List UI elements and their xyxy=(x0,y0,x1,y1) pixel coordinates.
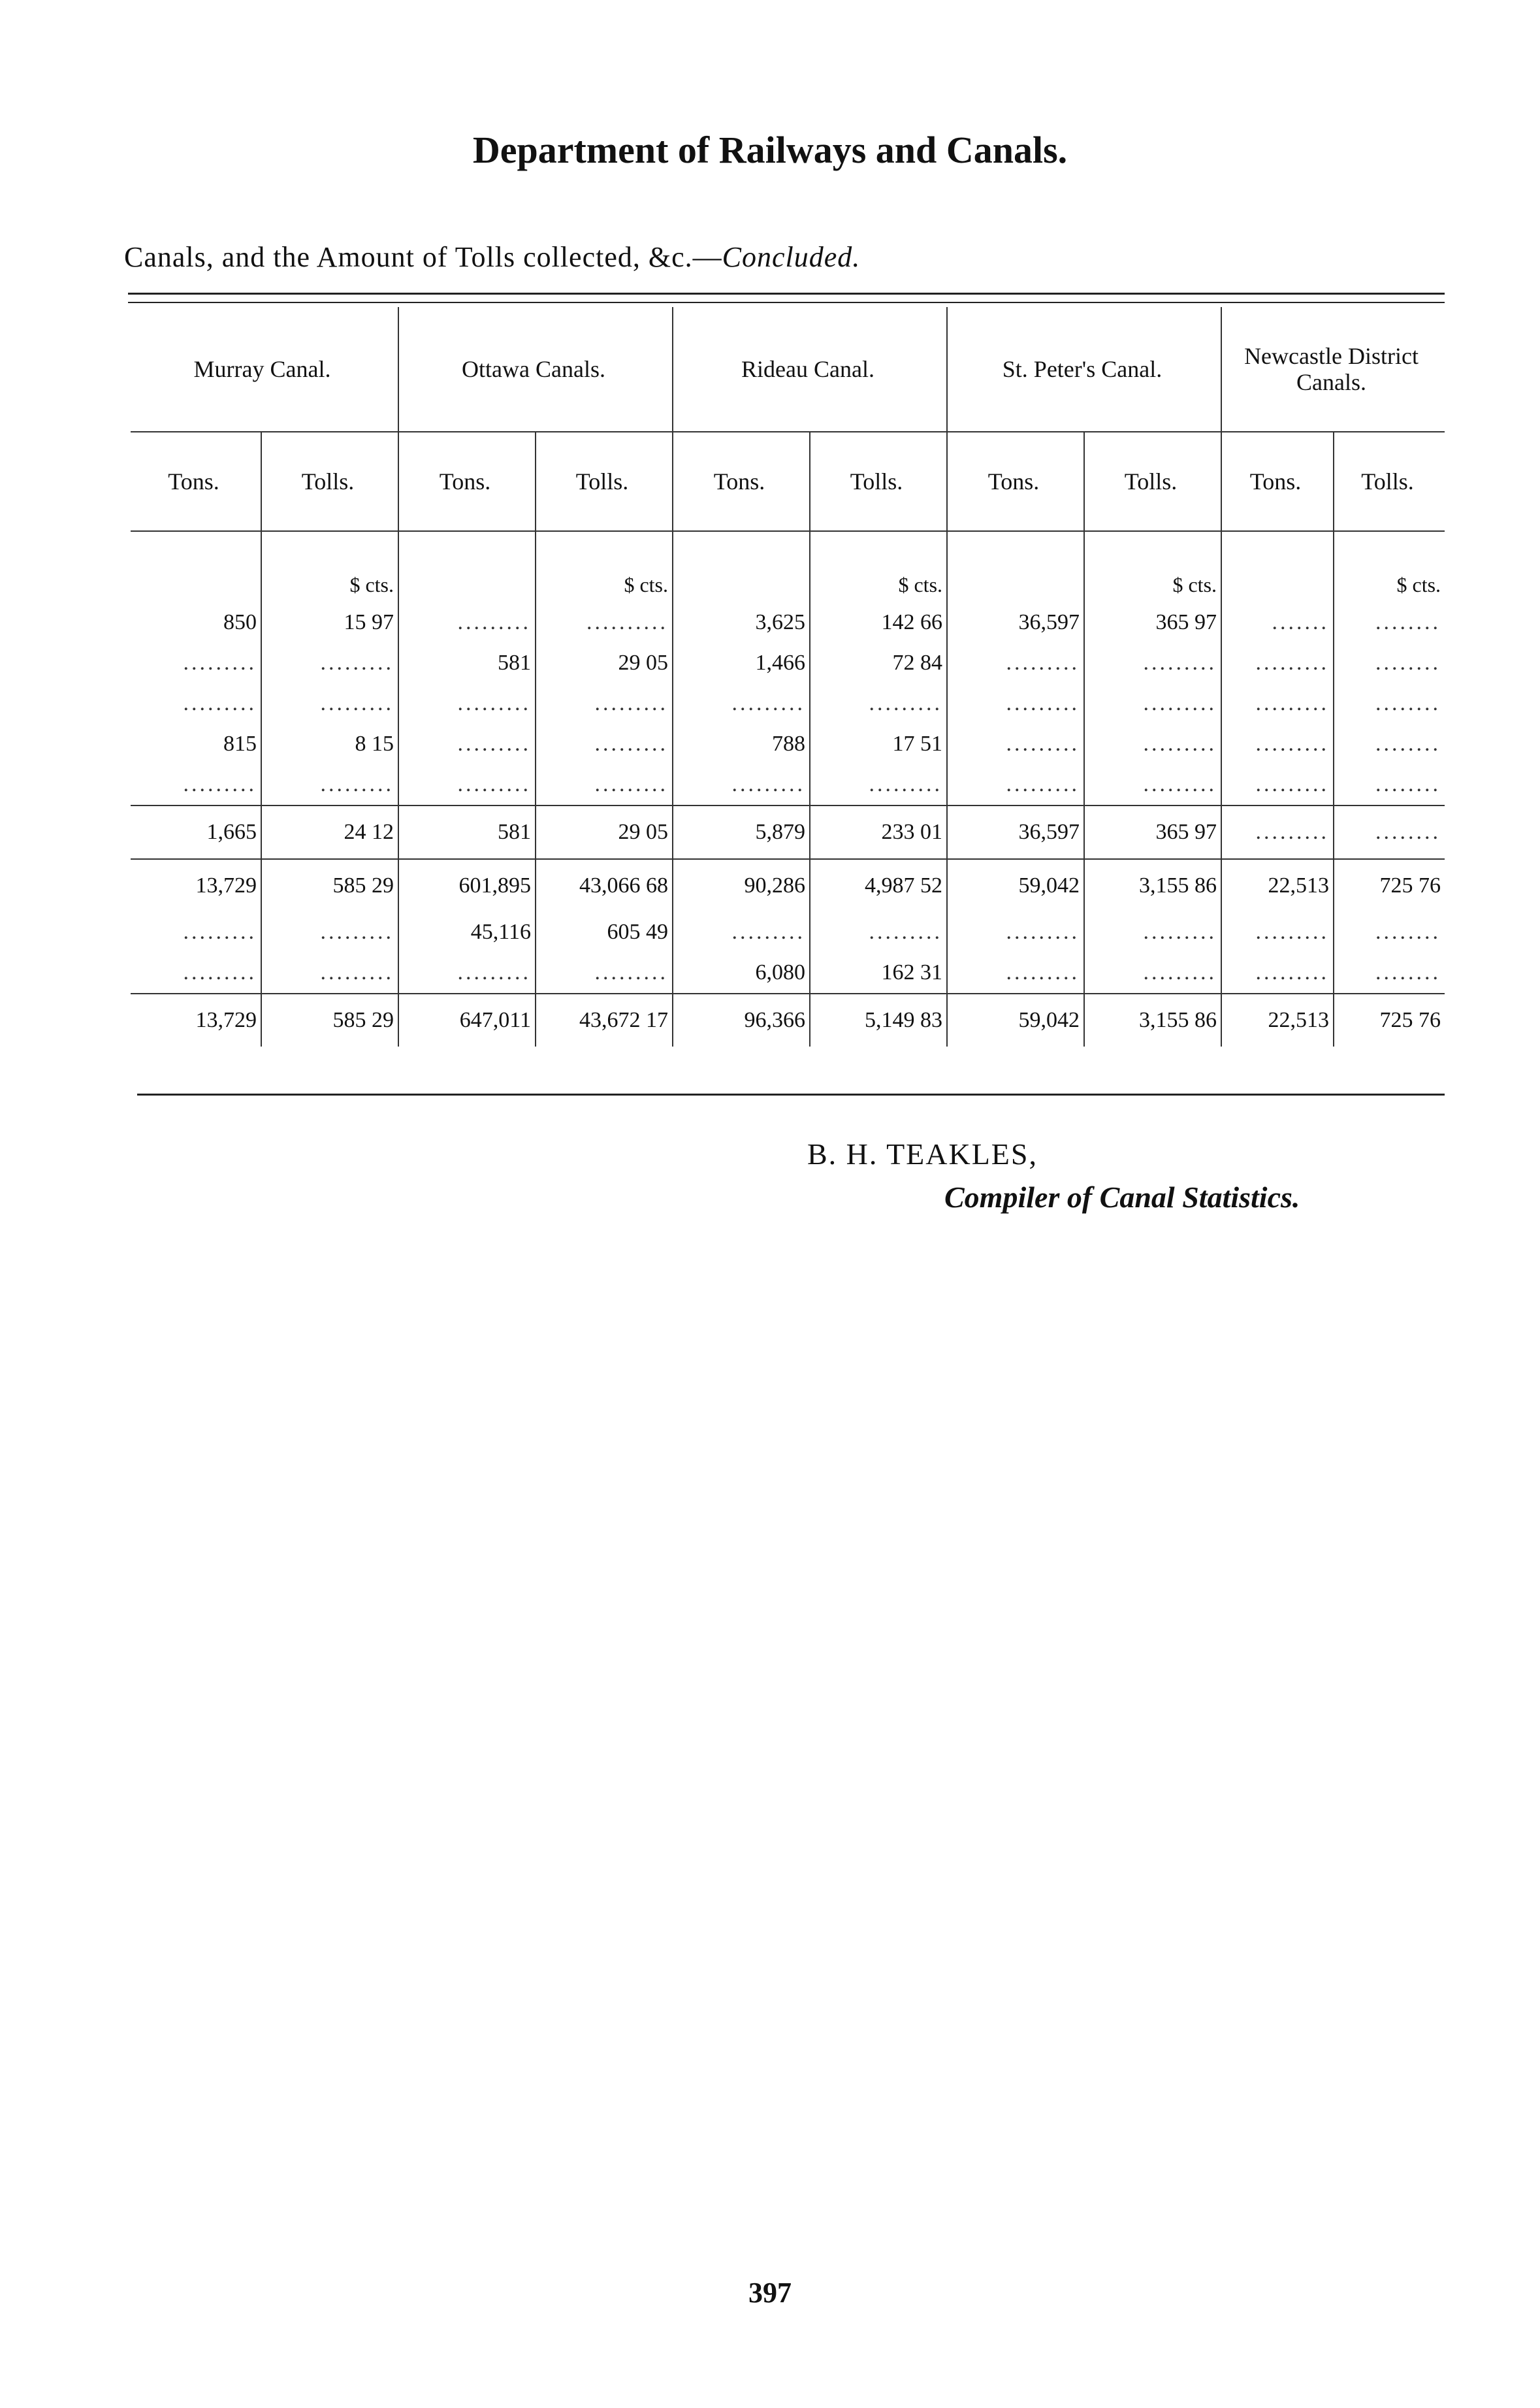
table-cell: 29 05 xyxy=(536,643,673,683)
table-row xyxy=(131,912,1445,952)
table-cell: ......... xyxy=(1084,952,1221,994)
table-cell: ......... xyxy=(810,683,947,724)
table-cell: ........ xyxy=(1375,691,1441,715)
table-cell: ......... xyxy=(1084,643,1221,683)
table-cell: 13,729 xyxy=(131,994,261,1047)
table-row xyxy=(131,643,1445,683)
table-cell: 45,116 xyxy=(398,912,536,952)
page-title: Department of Railways and Canals. xyxy=(472,129,1068,171)
table-row xyxy=(131,859,1445,912)
table-cell: 142 66 xyxy=(810,602,947,643)
table-cell: ......... xyxy=(398,602,536,643)
table-cell: 13,729 xyxy=(131,859,261,912)
table-cell: ......... xyxy=(131,952,261,994)
table-cell: 3,155 86 xyxy=(1084,994,1221,1047)
table-cell: 59,042 xyxy=(947,994,1084,1047)
table-cell: 59,042 xyxy=(947,859,1084,912)
table-cell: ......... xyxy=(261,912,398,952)
table-cell: 3,155 86 xyxy=(1084,859,1221,912)
table-cell: ......... xyxy=(947,912,1084,952)
table-cell: ......... xyxy=(1221,805,1334,859)
table-cell: 725 76 xyxy=(1334,994,1445,1047)
table-cell: ........ xyxy=(1375,920,1441,944)
group-ottawa-canals: Ottawa Canals. xyxy=(398,307,673,432)
top-rule-2 xyxy=(128,302,1445,303)
unit-label-rideau: $ cts. xyxy=(810,531,947,602)
table-cell: 22,513 xyxy=(1221,859,1334,912)
table-cell: 6,080 xyxy=(673,952,810,994)
group-murray-canal: Murray Canal. xyxy=(131,307,398,432)
table-cell: ......... xyxy=(536,764,673,805)
table-cell: 36,597 xyxy=(947,602,1084,643)
table-cell: 233 01 xyxy=(810,805,947,859)
table-cell: 36,597 xyxy=(947,805,1084,859)
table-cell: 850 xyxy=(131,602,261,643)
top-rule-1 xyxy=(128,293,1445,295)
table-cell: ........ xyxy=(1375,960,1441,984)
unit-cell xyxy=(131,531,261,602)
unit-cell xyxy=(398,531,536,602)
table-cell: ......... xyxy=(947,683,1084,724)
table-row xyxy=(131,602,1445,643)
table-cell: ........ xyxy=(1375,772,1441,796)
table-cell: ........ xyxy=(1375,732,1441,756)
table-cell: 365 97 xyxy=(1084,805,1221,859)
unit-cell xyxy=(673,531,810,602)
table-cell: .......... xyxy=(536,602,673,643)
table-cell: ......... xyxy=(1084,912,1221,952)
table-cell: ......... xyxy=(398,724,536,764)
table-cell: 162 31 xyxy=(810,952,947,994)
table-cell: ......... xyxy=(536,683,673,724)
subhead-stpeters-tolls: Tolls. xyxy=(1084,432,1221,531)
table-row xyxy=(131,724,1445,764)
table-cell: ......... xyxy=(1084,764,1221,805)
table-cell: ......... xyxy=(536,724,673,764)
caption-text: Canals, and the Amount of Tolls collected, &c.— xyxy=(124,241,722,273)
table-cell: ......... xyxy=(1221,643,1334,683)
table-cell: ......... xyxy=(261,643,398,683)
unit-cell xyxy=(1221,531,1334,602)
table-cell: ......... xyxy=(1221,912,1334,952)
subhead-ottawa-tolls: Tolls. xyxy=(536,432,673,531)
table-cell: ......... xyxy=(398,764,536,805)
table-cell: 72 84 xyxy=(810,643,947,683)
table-cell: ........ xyxy=(1375,651,1441,675)
table-cell: ......... xyxy=(261,764,398,805)
table-cell: ......... xyxy=(810,912,947,952)
table-row xyxy=(131,805,1445,859)
caption-concluded: Concluded. xyxy=(722,241,861,273)
table-cell: 585 29 xyxy=(261,994,398,1047)
table-cell: ......... xyxy=(131,912,261,952)
signature-name: B. H. TEAKLES, xyxy=(807,1137,1038,1171)
table-cell: ......... xyxy=(1084,724,1221,764)
table-cell: 585 29 xyxy=(261,859,398,912)
page-number: 397 xyxy=(748,2277,792,2309)
subhead-murray-tolls: Tolls. xyxy=(261,432,398,531)
unit-label-ottawa: $ cts. xyxy=(536,531,673,602)
table-cell: ......... xyxy=(673,683,810,724)
table-cell: 601,895 xyxy=(398,859,536,912)
table-cell: 4,987 52 xyxy=(810,859,947,912)
unit-label-newcastle: $ cts. xyxy=(1396,573,1441,596)
group-rideau-canal: Rideau Canal. xyxy=(673,307,947,432)
table-cell: ......... xyxy=(1084,683,1221,724)
table-cell: 1,466 xyxy=(673,643,810,683)
table-cell: 43,066 68 xyxy=(536,859,673,912)
table-cell: 22,513 xyxy=(1221,994,1334,1047)
table-cell: 647,011 xyxy=(398,994,536,1047)
table-cell: ......... xyxy=(398,683,536,724)
table-cell: ......... xyxy=(261,683,398,724)
table-cell: 5,149 83 xyxy=(810,994,947,1047)
table-cell: ......... xyxy=(947,643,1084,683)
table-cell: 5,879 xyxy=(673,805,810,859)
subhead-rideau-tolls: Tolls. xyxy=(810,432,947,531)
table-cell: ......... xyxy=(1221,724,1334,764)
subhead-ottawa-tons: Tons. xyxy=(398,432,536,531)
table-cell: ......... xyxy=(1221,764,1334,805)
bottom-rule xyxy=(137,1094,1445,1096)
table-cell: 43,672 17 xyxy=(536,994,673,1047)
table-body xyxy=(131,602,1445,1047)
table-row xyxy=(131,994,1445,1047)
table-cell: ......... xyxy=(673,764,810,805)
signature-role: Compiler of Canal Statistics. xyxy=(944,1180,1300,1214)
subhead-newcastle-tolls: Tolls. xyxy=(1334,432,1445,531)
table-cell: ....... xyxy=(1221,602,1334,643)
table-cell: 815 xyxy=(131,724,261,764)
group-st-peters-canal: St. Peter's Canal. xyxy=(947,307,1221,432)
table-cell: 8 15 xyxy=(261,724,398,764)
subhead-rideau-tons: Tons. xyxy=(673,432,810,531)
unit-cell xyxy=(947,531,1084,602)
table-cell: 581 xyxy=(398,643,536,683)
table-caption xyxy=(124,240,860,274)
group-newcastle-canals: Newcastle District Canals. xyxy=(1221,307,1445,432)
table-cell: ......... xyxy=(131,643,261,683)
table-cell: 15 97 xyxy=(261,602,398,643)
table-cell: 96,366 xyxy=(673,994,810,1047)
table-cell: 581 xyxy=(398,805,536,859)
table-cell: 90,286 xyxy=(673,859,810,912)
table-cell: 29 05 xyxy=(536,805,673,859)
table-cell: ......... xyxy=(810,764,947,805)
table-cell: ......... xyxy=(947,724,1084,764)
table-row xyxy=(131,952,1445,994)
table-cell: 3,625 xyxy=(673,602,810,643)
subhead-newcastle-tons: Tons. xyxy=(1221,432,1334,531)
table-cell: ......... xyxy=(947,952,1084,994)
table-cell: ......... xyxy=(947,764,1084,805)
tolls-table xyxy=(131,307,1445,1047)
subhead-murray-tons: Tons. xyxy=(131,432,261,531)
table-cell: ......... xyxy=(673,912,810,952)
table-cell: 605 49 xyxy=(536,912,673,952)
unit-label-stpeters: $ cts. xyxy=(1084,531,1221,602)
table-row xyxy=(131,683,1445,724)
table-cell: 725 76 xyxy=(1334,859,1445,912)
table-cell: 17 51 xyxy=(810,724,947,764)
table-cell: 365 97 xyxy=(1084,602,1221,643)
table-cell: 24 12 xyxy=(261,805,398,859)
table-cell: 788 xyxy=(673,724,810,764)
table-cell: 1,665 xyxy=(131,805,261,859)
unit-label-murray: $ cts. xyxy=(261,531,398,602)
table-cell: ......... xyxy=(131,764,261,805)
table-cell: ......... xyxy=(536,952,673,994)
table-cell: ......... xyxy=(261,952,398,994)
table-cell: ........ xyxy=(1375,610,1441,634)
table-cell: ......... xyxy=(1221,683,1334,724)
table-cell: ........ xyxy=(1334,805,1445,859)
table-cell: ......... xyxy=(398,952,536,994)
subhead-stpeters-tons: Tons. xyxy=(947,432,1084,531)
table-cell: ......... xyxy=(131,683,261,724)
table-cell: ......... xyxy=(1221,952,1334,994)
table-row xyxy=(131,764,1445,805)
